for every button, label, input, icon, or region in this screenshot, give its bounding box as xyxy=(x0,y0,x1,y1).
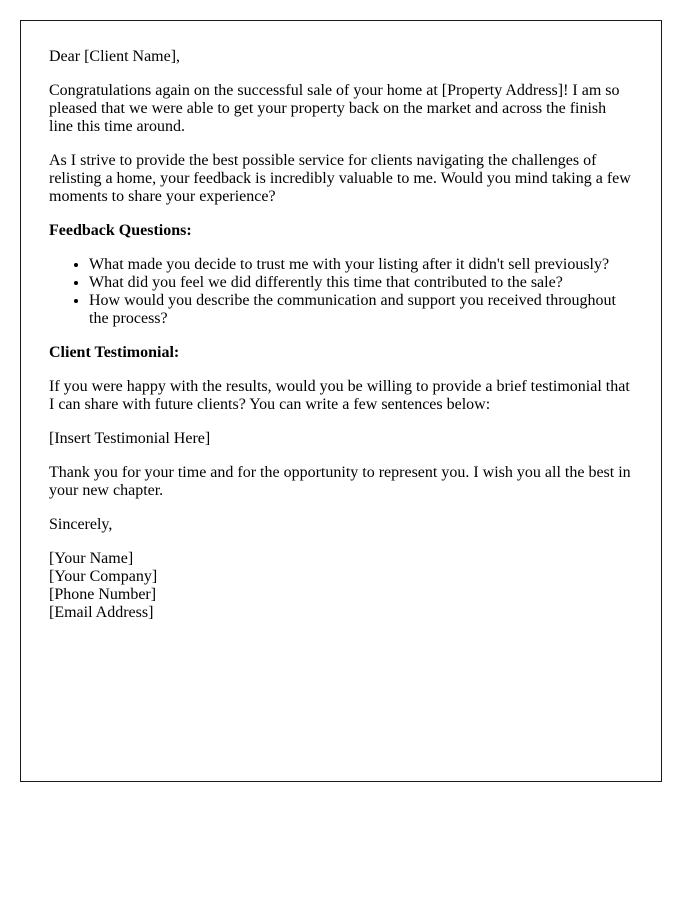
paragraph-testimonial-request: If you were happy with the results, would you be willing to provide a brief testimonial that I can share with future clients? You can write a few sentences below: xyxy=(49,378,630,413)
signature-line: [Your Company] xyxy=(49,568,158,585)
signature-block xyxy=(49,550,631,622)
letter-document xyxy=(20,20,662,782)
signature-line: [Phone Number] xyxy=(49,586,157,603)
feedback-question-item: • How would you describe the communication and support you received throughout the process? xyxy=(89,292,631,328)
signature-line: [Your Name] xyxy=(49,550,134,567)
paragraph-thank-you: Thank you for your time and for the opportunity to represent you. I wish you all the best in your new chapter. xyxy=(49,464,631,499)
testimonial-placeholder: [Insert Testimonial Here] xyxy=(49,430,211,447)
signature-line: [Email Address] xyxy=(49,604,154,621)
paragraph-congratulations: Congratulations again on the successful sale of your home at [Property Address]! I am so pleased that we were able to get your property back on the market and across the finish line this time around. xyxy=(49,82,620,135)
salutation: Dear [Client Name], xyxy=(49,48,181,65)
client-testimonial-heading: Client Testimonial: xyxy=(49,344,180,361)
signoff: Sincerely, xyxy=(49,516,113,533)
feedback-question-item: • What made you decide to trust me with your listing after it didn't sell previously? xyxy=(89,256,631,274)
feedback-question-item: • What did you feel we did differently this time that contributed to the sale? xyxy=(89,274,631,292)
feedback-questions-heading: Feedback Questions: xyxy=(49,222,192,239)
paragraph-feedback-request: As I strive to provide the best possible service for clients navigating the challenges of relisting a home, your feedback is incredibly valuable to me. Would you mind taking a few moments to share your experience? xyxy=(49,152,631,205)
feedback-questions-list xyxy=(49,256,631,328)
